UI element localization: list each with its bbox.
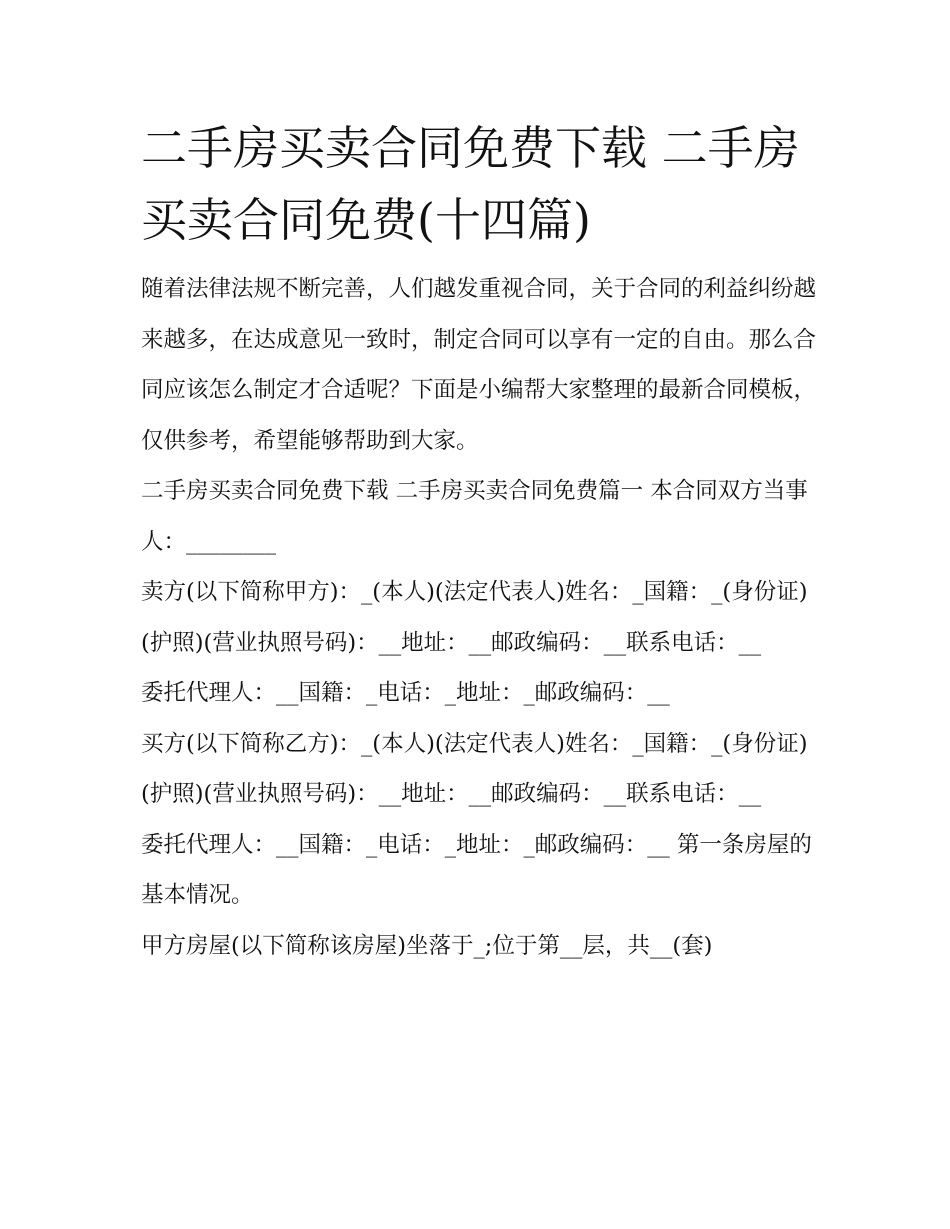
contract-heading-paragraph: 二手房买卖合同免费下载 二手房买卖合同免费篇一 本合同双方当事人：________ [141, 478, 808, 555]
seller-info-paragraph: 卖方(以下简称甲方)：_(本人)(法定代表人)姓名：_国籍：_(身份证)(护照)(营业执照号码)：__地址：__邮政编码：__联系电话：__ [141, 579, 808, 656]
buyer-agent-paragraph: 委托代理人：__国籍：_电话：_地址：_邮政编码：__ 第一条房屋的基本情况。 [141, 831, 812, 908]
buyer-info-paragraph: 买方(以下简称乙方)：_(本人)(法定代表人)姓名：_国籍：_(身份证)(护照)(营业执照号码)：__地址：__邮政编码：__联系电话：__ [141, 730, 808, 807]
intro-paragraph: 随着法律法规不断完善，人们越发重视合同，关于合同的利益纠纷越来越多，在达成意见一致时，制定合同可以享有一定的自由。那么合同应该怎么制定才合适呢？下面是小编帮大家整理的最新合同模板，仅供参考，希望能够帮助到大家。 [141, 276, 817, 454]
property-location-paragraph: 甲方房屋(以下简称该房屋)坐落于_;位于第__层，共__(套) [141, 932, 713, 959]
document-title: 二手房买卖合同免费下载 二手房买卖合同免费(十四篇) [141, 121, 800, 247]
document-body [141, 112, 821, 971]
seller-agent-paragraph: 委托代理人：__国籍：_电话：_地址：_邮政编码：__ [141, 680, 670, 706]
